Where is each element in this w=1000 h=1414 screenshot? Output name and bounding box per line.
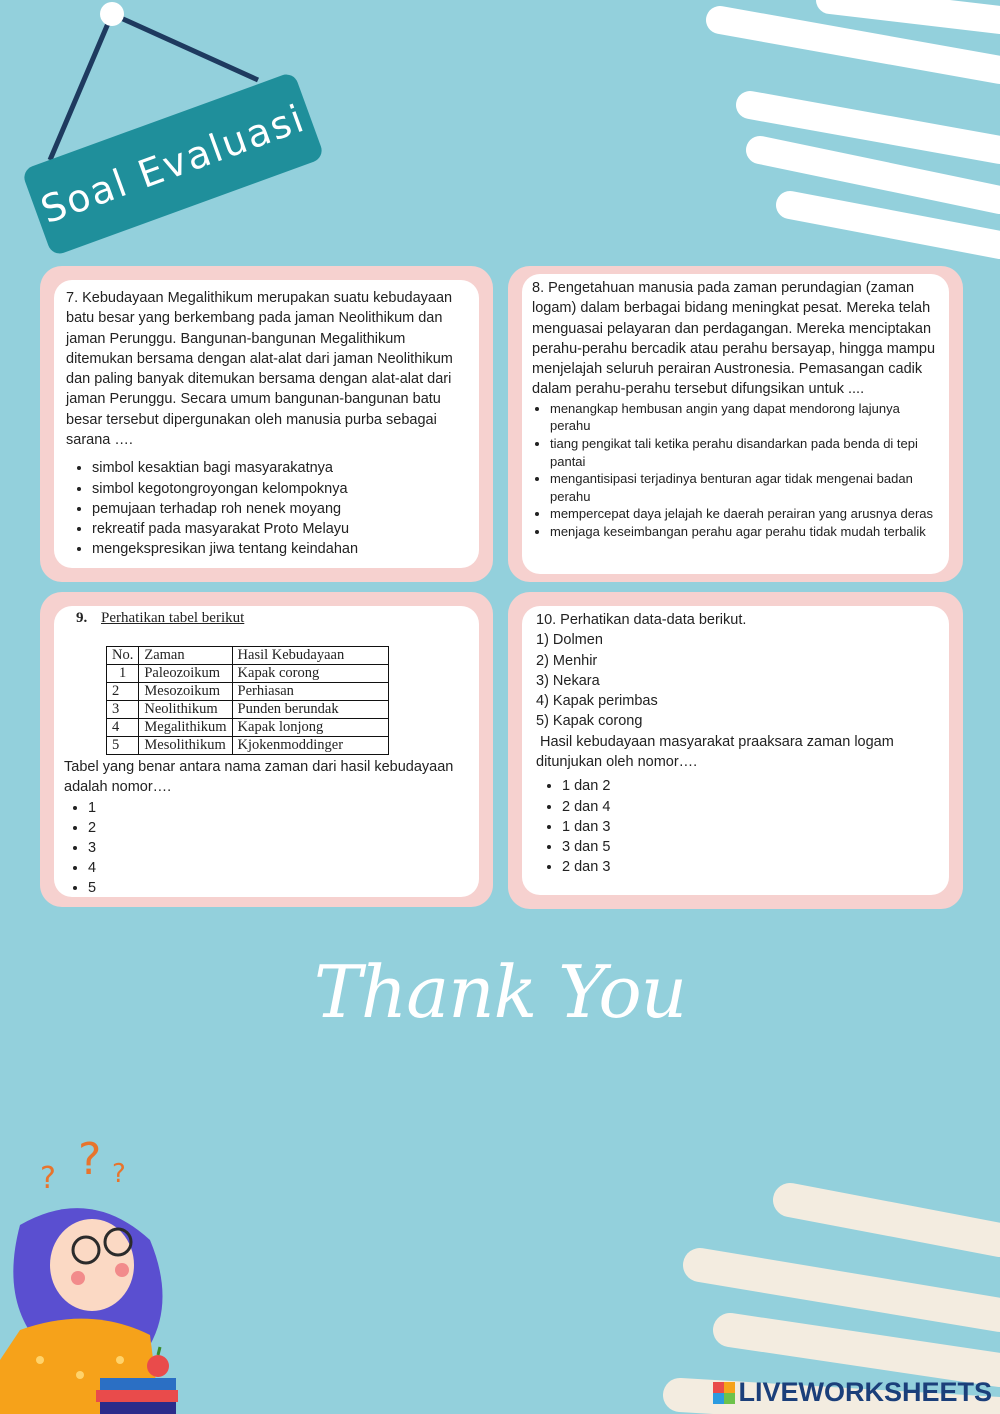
table-cell: Punden berundak: [232, 701, 388, 719]
option[interactable]: • 1: [88, 798, 469, 818]
question-7-text: 7. Kebudayaan Megalithikum merupakan suatu kebudayaan batu besar yang berkembang pada jaman Neolithikum dan jaman Perunggu. Bangunan-bangunan Megalithikum ditemukan bersama dengan alat-alat dari jaman Neolithikum dan paling banyak ditemukan bersama dengan alat-alat dari jaman Perunggu. Secara umum bangunan-bangunan batu besar tersebut dipergunakan oleh manusia purba sebagai sarana ….: [66, 290, 453, 449]
option[interactable]: • 5: [88, 878, 469, 897]
liveworksheets-brand: [713, 1377, 992, 1408]
table-cell: Megalithikum: [139, 719, 232, 737]
question-9-options: [64, 798, 469, 897]
option[interactable]: • 2 dan 3: [562, 857, 939, 877]
question-7-options: [66, 458, 467, 559]
data-list: [536, 630, 939, 731]
table-header: No.: [107, 647, 139, 665]
list-item: 5) Kapak corong: [536, 713, 643, 730]
table-row: [107, 719, 389, 737]
table-header-row: [107, 647, 389, 665]
question-8-text: 8. Pengetahuan manusia pada zaman perundagian (zaman logam) dalam berbagai bidang meningkat pesat. Mereka telah menguasai pelayaran dan perdagangan. Mereka menciptakan perahu-perahu bercadik atau perahu bersayap, hingga mampu menjelajah seluruh perairan Austronesia. Pemasangan cadik dalam perahu-perahu tersebut difungsikan untuk ....: [532, 280, 936, 398]
table-cell: 1: [107, 665, 139, 683]
option[interactable]: • rekreatif pada masyarakat Proto Melayu: [92, 519, 467, 539]
thinking-student-illustration: [0, 1130, 200, 1414]
question-10-text: 10. Perhatikan data-data berikut.: [536, 612, 747, 628]
list-item: 2) Menhir: [536, 652, 598, 669]
table-cell: Paleozoikum: [139, 665, 232, 683]
table-row: [107, 665, 389, 683]
liveworksheets-logo-icon: [713, 1382, 735, 1404]
table-cell: Mesozoikum: [139, 683, 232, 701]
option[interactable]: • 1 dan 3: [562, 817, 939, 837]
option[interactable]: • 4: [88, 858, 469, 878]
option[interactable]: • 2: [88, 818, 469, 838]
table-cell: Mesolithikum: [139, 737, 232, 755]
table-cell: Kapak corong: [232, 665, 388, 683]
question-card-9: [40, 592, 493, 907]
question-9-heading: Perhatikan tabel berikut: [101, 610, 245, 626]
list-item: 4) Kapak perimbas: [536, 693, 658, 710]
question-card-10: [508, 592, 963, 909]
table-cell: Kapak lonjong: [232, 719, 388, 737]
list-item: 3) Nekara: [536, 672, 600, 689]
option[interactable]: • simbol kesaktian bagi masyarakatnya: [92, 458, 467, 478]
option[interactable]: • 2 dan 4: [562, 797, 939, 817]
svg-text:?: ?: [112, 1159, 126, 1189]
table-cell: Kjokenmoddinger: [232, 737, 388, 755]
hanging-sign: [0, 0, 340, 270]
option[interactable]: • 1 dan 2: [562, 776, 939, 796]
question-9-text: Tabel yang benar antara nama zaman dari hasil kebudayaan adalah nomor….: [64, 759, 454, 796]
brand-name: LIVEWORKSHEETS: [738, 1377, 992, 1407]
option[interactable]: • simbol kegotongroyongan kelompoknya: [92, 479, 467, 499]
option[interactable]: • 3 dan 5: [562, 837, 939, 857]
culture-table: [106, 646, 389, 755]
table-cell: Neolithikum: [139, 701, 232, 719]
table-row: [107, 737, 389, 755]
question-8-options: [532, 400, 943, 541]
option[interactable]: • menangkap hembusan angin yang dapat mendorong lajunya perahu: [550, 400, 943, 435]
page-title: Soal Evaluasi: [35, 95, 311, 233]
brush-stroke-top-right: [700, 0, 1000, 260]
table-header: Zaman: [139, 647, 232, 665]
question-10-options: [536, 776, 939, 877]
question-card-7: [40, 266, 493, 582]
table-cell: Perhiasan: [232, 683, 388, 701]
table-cell: 3: [107, 701, 139, 719]
svg-text:?: ?: [78, 1134, 102, 1185]
table-row: [107, 683, 389, 701]
option[interactable]: • menjaga keseimbangan perahu agar perahu tidak mudah terbalik: [550, 523, 943, 541]
option[interactable]: • mempercepat daya jelajah ke daerah perairan yang arusnya deras: [550, 505, 943, 523]
table-header: Hasil Kebudayaan: [232, 647, 388, 665]
option[interactable]: • pemujaan terhadap roh nenek moyang: [92, 499, 467, 519]
option[interactable]: • mengekspresikan jiwa tentang keindahan: [92, 539, 467, 559]
question-10-question: Hasil kebudayaan masyarakat praaksara zaman logam ditunjukan oleh nomor….: [536, 733, 894, 771]
svg-text:?: ?: [40, 1161, 56, 1196]
list-item: 1) Dolmen: [536, 632, 603, 649]
question-9-number: 9.: [76, 610, 88, 626]
option[interactable]: • 3: [88, 838, 469, 858]
option[interactable]: • mengantisipasi terjadinya benturan agar tidak mengenai badan perahu: [550, 470, 943, 505]
table-row: [107, 701, 389, 719]
question-card-8: [508, 266, 963, 582]
table-cell: 5: [107, 737, 139, 755]
option[interactable]: • tiang pengikat tali ketika perahu disandarkan pada benda di tepi pantai: [550, 435, 943, 470]
table-cell: 2: [107, 683, 139, 701]
thank-you-text: Thank You: [313, 950, 687, 1034]
table-cell: 4: [107, 719, 139, 737]
